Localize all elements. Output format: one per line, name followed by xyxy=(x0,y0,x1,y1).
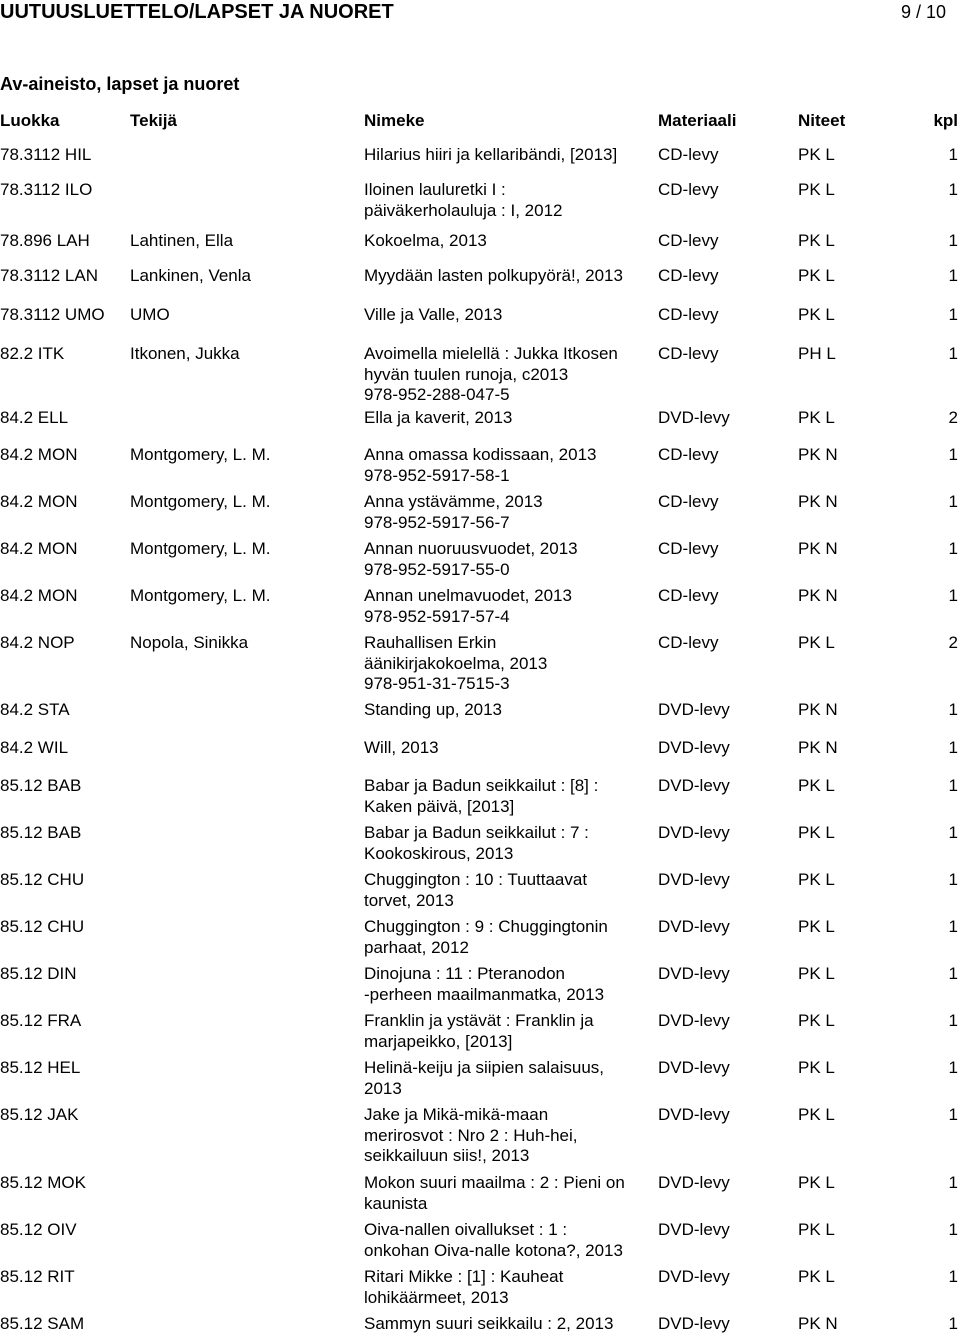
nimeke-cell xyxy=(364,776,654,817)
luokka-cell: 85.12 HEL xyxy=(0,1058,81,1077)
materiaali-cell: DVD-levy xyxy=(658,1314,730,1333)
materiaali-cell: DVD-levy xyxy=(658,700,730,719)
table-row xyxy=(0,738,960,776)
kpl-cell: 1 xyxy=(948,1011,958,1030)
nimeke-line: Ville ja Valle, 2013 xyxy=(364,305,503,324)
table-row xyxy=(0,964,960,1011)
nimeke-line: kaunista xyxy=(364,1193,428,1213)
nimeke-cell xyxy=(364,539,654,580)
luokka-cell: 78.896 LAH xyxy=(0,231,90,250)
nimeke-line: Kaken päivä, [2013] xyxy=(364,796,515,816)
nimeke-line: seikkailuun siis!, 2013 xyxy=(364,1146,530,1165)
tekija-cell: Montgomery, L. M. xyxy=(130,586,271,605)
materiaali-cell: DVD-levy xyxy=(658,1105,730,1124)
table-row xyxy=(0,492,960,539)
niteet-cell: PK L xyxy=(798,408,835,427)
niteet-cell: PK L xyxy=(798,266,835,285)
table-row xyxy=(0,1058,960,1105)
kpl-cell: 1 xyxy=(948,870,958,889)
luokka-cell: 85.12 CHU xyxy=(0,870,85,889)
nimeke-line: merirosvot : Nro 2 : Huh-hei, xyxy=(364,1125,578,1145)
niteet-cell: PK N xyxy=(798,492,838,511)
table-row xyxy=(0,145,960,180)
nimeke-cell xyxy=(364,305,654,326)
luokka-cell: 78.3112 LAN xyxy=(0,266,98,285)
materiaali-cell: CD-levy xyxy=(658,586,719,605)
luokka-cell: 84.2 NOP xyxy=(0,633,75,652)
luokka-cell: 84.2 MON xyxy=(0,492,78,511)
luokka-cell: 82.2 ITK xyxy=(0,344,65,363)
luokka-cell: 85.12 FRA xyxy=(0,1011,82,1030)
materiaali-cell: DVD-levy xyxy=(658,1058,730,1077)
luokka-cell: 84.2 MON xyxy=(0,445,78,464)
niteet-cell: PK L xyxy=(798,231,835,250)
luokka-cell: 85.12 RIT xyxy=(0,1267,75,1286)
materiaali-cell: CD-levy xyxy=(658,344,719,363)
nimeke-cell xyxy=(364,1105,654,1167)
col-header-luokka: Luokka xyxy=(0,111,60,130)
kpl-cell: 1 xyxy=(948,964,958,983)
nimeke-line: 2013 xyxy=(364,1078,402,1098)
niteet-cell: PK N xyxy=(798,445,838,464)
niteet-cell: PK L xyxy=(798,776,835,795)
nimeke-line: Helinä-keiju ja siipien salaisuus, xyxy=(364,1058,605,1077)
nimeke-cell xyxy=(364,1220,654,1261)
materiaali-cell: DVD-levy xyxy=(658,408,730,427)
nimeke-line: 978-952-5917-58-1 xyxy=(364,465,510,485)
col-header-nimeke: Nimeke xyxy=(364,111,425,130)
niteet-cell: PK N xyxy=(798,586,838,605)
luokka-cell: 85.12 SAM xyxy=(0,1314,85,1333)
kpl-cell: 1 xyxy=(948,1314,958,1333)
kpl-cell: 1 xyxy=(948,823,958,842)
nimeke-line: marjapeikko, [2013] xyxy=(364,1031,513,1051)
niteet-cell: PK N xyxy=(798,1314,838,1333)
niteet-cell: PK N xyxy=(798,738,838,757)
luokka-cell: 84.2 MON xyxy=(0,539,78,558)
nimeke-line: lohikäärmeet, 2013 xyxy=(364,1287,509,1307)
kpl-cell: 2 xyxy=(948,408,958,427)
nimeke-line: Sammyn suuri seikkailu : 2, 2013 xyxy=(364,1314,614,1333)
niteet-cell: PK L xyxy=(798,145,835,164)
luokka-cell: 84.2 MON xyxy=(0,586,78,605)
niteet-cell: PK L xyxy=(798,964,835,983)
nimeke-line: Anna ystävämme, 2013 xyxy=(364,492,543,511)
table-row xyxy=(0,408,960,445)
tekija-cell: Montgomery, L. M. xyxy=(130,539,271,558)
table-row xyxy=(0,1173,960,1220)
nimeke-line: Jake ja Mikä-mikä-maan xyxy=(364,1105,549,1124)
materiaali-cell: DVD-levy xyxy=(658,964,730,983)
nimeke-line: Annan unelmavuodet, 2013 xyxy=(364,586,572,605)
col-header-tekija: Tekijä xyxy=(130,111,177,130)
nimeke-cell xyxy=(364,917,654,958)
materiaali-cell: CD-levy xyxy=(658,266,719,285)
table-row xyxy=(0,1267,960,1314)
niteet-cell: PK L xyxy=(798,1105,835,1124)
nimeke-line: parhaat, 2012 xyxy=(364,937,469,957)
table-row xyxy=(0,344,960,408)
table-row xyxy=(0,823,960,870)
nimeke-line: Standing up, 2013 xyxy=(364,700,503,719)
table-row xyxy=(0,231,960,266)
kpl-cell: 1 xyxy=(948,586,958,605)
tekija-cell: Lahtinen, Ella xyxy=(130,231,234,250)
kpl-cell: 1 xyxy=(948,700,958,719)
tekija-cell: Nopola, Sinikka xyxy=(130,633,249,652)
table-row xyxy=(0,1314,960,1344)
nimeke-cell xyxy=(364,1314,654,1335)
document-title: UUTUUSLUETTELO/LAPSET JA NUORET xyxy=(0,1,394,23)
table-row xyxy=(0,305,960,344)
luokka-cell: 78.3112 UMO xyxy=(0,305,105,324)
nimeke-line: hyvän tuulen runoja, c2013 xyxy=(364,364,569,384)
tekija-cell: Lankinen, Venla xyxy=(130,266,251,285)
table-row xyxy=(0,870,960,917)
catalog-table xyxy=(0,145,960,1344)
table-row xyxy=(0,1220,960,1267)
luokka-cell: 85.12 BAB xyxy=(0,776,82,795)
table-header xyxy=(0,111,960,133)
materiaali-cell: DVD-levy xyxy=(658,776,730,795)
kpl-cell: 1 xyxy=(948,492,958,511)
materiaali-cell: CD-levy xyxy=(658,633,719,652)
niteet-cell: PK L xyxy=(798,1173,835,1192)
nimeke-cell xyxy=(364,633,654,695)
kpl-cell: 1 xyxy=(948,776,958,795)
nimeke-line: -perheen maailmanmatka, 2013 xyxy=(364,984,605,1004)
materiaali-cell: CD-levy xyxy=(658,445,719,464)
niteet-cell: PK L xyxy=(798,917,835,936)
nimeke-cell xyxy=(364,738,654,759)
kpl-cell: 1 xyxy=(948,180,958,199)
nimeke-cell xyxy=(364,1058,654,1099)
nimeke-line: Babar ja Badun seikkailut : [8] : xyxy=(364,776,599,795)
col-header-kpl: kpl xyxy=(933,111,958,130)
nimeke-cell xyxy=(364,1173,654,1214)
nimeke-line: Iloinen lauluretki I : xyxy=(364,180,506,199)
niteet-cell: PK N xyxy=(798,539,838,558)
kpl-cell: 1 xyxy=(948,917,958,936)
materiaali-cell: CD-levy xyxy=(658,145,719,164)
luokka-cell: 84.2 STA xyxy=(0,700,70,719)
nimeke-line: Avoimella mielellä : Jukka Itkosen xyxy=(364,344,618,363)
niteet-cell: PK L xyxy=(798,1267,835,1286)
nimeke-line: Franklin ja ystävät : Franklin ja xyxy=(364,1011,594,1030)
nimeke-cell xyxy=(364,823,654,864)
luokka-cell: 84.2 WIL xyxy=(0,738,69,757)
niteet-cell: PK L xyxy=(798,180,835,199)
nimeke-cell xyxy=(364,870,654,911)
luokka-cell: 85.12 BAB xyxy=(0,823,82,842)
nimeke-cell xyxy=(364,344,654,406)
niteet-cell: PK L xyxy=(798,1220,835,1239)
kpl-cell: 1 xyxy=(948,1220,958,1239)
col-header-niteet: Niteet xyxy=(798,111,846,130)
nimeke-line: Chuggington : 10 : Tuuttaavat xyxy=(364,870,588,889)
nimeke-cell xyxy=(364,180,654,221)
nimeke-line: Ritari Mikke : [1] : Kauheat xyxy=(364,1267,564,1286)
tekija-cell: Itkonen, Jukka xyxy=(130,344,240,363)
nimeke-line: torvet, 2013 xyxy=(364,890,454,910)
nimeke-cell xyxy=(364,1267,654,1308)
nimeke-line: onkohan Oiva-nalle kotona?, 2013 xyxy=(364,1240,623,1260)
kpl-cell: 1 xyxy=(948,738,958,757)
luokka-cell: 78.3112 HIL xyxy=(0,145,92,164)
nimeke-cell xyxy=(364,492,654,533)
table-row xyxy=(0,917,960,964)
materiaali-cell: DVD-levy xyxy=(658,1011,730,1030)
luokka-cell: 85.12 OIV xyxy=(0,1220,77,1239)
nimeke-line: Babar ja Badun seikkailut : 7 : xyxy=(364,823,589,842)
tekija-cell: Montgomery, L. M. xyxy=(130,445,271,464)
luokka-cell: 78.3112 ILO xyxy=(0,180,93,199)
niteet-cell: PK L xyxy=(798,1058,835,1077)
nimeke-line: Myydään lasten polkupyörä!, 2013 xyxy=(364,266,623,285)
materiaali-cell: DVD-levy xyxy=(658,823,730,842)
nimeke-line: 978-951-31-7515-3 xyxy=(364,674,510,693)
materiaali-cell: DVD-levy xyxy=(658,1267,730,1286)
nimeke-line: Dinojuna : 11 : Pteranodon xyxy=(364,964,565,983)
nimeke-cell xyxy=(364,145,654,166)
niteet-cell: PK L xyxy=(798,1011,835,1030)
materiaali-cell: DVD-levy xyxy=(658,1173,730,1192)
col-header-materiaali: Materiaali xyxy=(658,111,737,130)
kpl-cell: 1 xyxy=(948,231,958,250)
table-row xyxy=(0,776,960,823)
nimeke-line: päiväkerholauluja : I, 2012 xyxy=(364,200,563,220)
nimeke-cell xyxy=(364,231,654,252)
nimeke-cell xyxy=(364,1011,654,1052)
kpl-cell: 1 xyxy=(948,266,958,285)
nimeke-line: Oiva-nallen oivallukset : 1 : xyxy=(364,1220,568,1239)
nimeke-line: äänikirjakokoelma, 2013 xyxy=(364,653,548,673)
materiaali-cell: CD-levy xyxy=(658,492,719,511)
nimeke-line: Chuggington : 9 : Chuggingtonin xyxy=(364,917,608,936)
table-row xyxy=(0,586,960,633)
table-row xyxy=(0,445,960,492)
table-row xyxy=(0,633,960,700)
nimeke-cell xyxy=(364,586,654,627)
kpl-cell: 1 xyxy=(948,445,958,464)
luokka-cell: 84.2 ELL xyxy=(0,408,69,427)
section-title: Av-aineisto, lapset ja nuoret xyxy=(0,74,240,94)
niteet-cell: PK N xyxy=(798,700,838,719)
nimeke-line: Kokoelma, 2013 xyxy=(364,231,487,250)
nimeke-line: 978-952-5917-55-0 xyxy=(364,559,510,579)
nimeke-cell xyxy=(364,266,654,287)
nimeke-line: Mokon suuri maailma : 2 : Pieni on xyxy=(364,1173,625,1192)
table-row xyxy=(0,180,960,231)
niteet-cell: PK L xyxy=(798,870,835,889)
nimeke-cell xyxy=(364,445,654,486)
nimeke-cell xyxy=(364,408,654,429)
niteet-cell: PK L xyxy=(798,633,835,652)
nimeke-cell xyxy=(364,964,654,1005)
kpl-cell: 1 xyxy=(948,145,958,164)
kpl-cell: 1 xyxy=(948,1267,958,1286)
luokka-cell: 85.12 DIN xyxy=(0,964,77,983)
table-row xyxy=(0,700,960,738)
materiaali-cell: DVD-levy xyxy=(658,1220,730,1239)
luokka-cell: 85.12 JAK xyxy=(0,1105,79,1124)
luokka-cell: 85.12 MOK xyxy=(0,1173,86,1192)
table-row xyxy=(0,1011,960,1058)
materiaali-cell: DVD-levy xyxy=(658,738,730,757)
materiaali-cell: CD-levy xyxy=(658,539,719,558)
niteet-cell: PK L xyxy=(798,305,835,324)
nimeke-line: Will, 2013 xyxy=(364,738,439,757)
niteet-cell: PH L xyxy=(798,344,836,363)
materiaali-cell: DVD-levy xyxy=(658,917,730,936)
table-row xyxy=(0,1105,960,1173)
kpl-cell: 1 xyxy=(948,1173,958,1192)
kpl-cell: 2 xyxy=(948,633,958,652)
luokka-cell: 85.12 CHU xyxy=(0,917,85,936)
niteet-cell: PK L xyxy=(798,823,835,842)
kpl-cell: 1 xyxy=(948,344,958,363)
nimeke-cell xyxy=(364,700,654,721)
kpl-cell: 1 xyxy=(948,1058,958,1077)
nimeke-line: Hilarius hiiri ja kellaribändi, [2013] xyxy=(364,145,618,164)
nimeke-line: Anna omassa kodissaan, 2013 xyxy=(364,445,597,464)
nimeke-line: 978-952-288-047-5 xyxy=(364,385,510,404)
table-row xyxy=(0,539,960,586)
nimeke-line: 978-952-5917-56-7 xyxy=(364,512,510,532)
materiaali-cell: CD-levy xyxy=(658,180,719,199)
kpl-cell: 1 xyxy=(948,539,958,558)
tekija-cell: UMO xyxy=(130,305,170,324)
tekija-cell: Montgomery, L. M. xyxy=(130,492,271,511)
materiaali-cell: CD-levy xyxy=(658,305,719,324)
page-number: 9 / 10 xyxy=(900,2,946,22)
nimeke-line: Kookoskirous, 2013 xyxy=(364,843,514,863)
nimeke-line: 978-952-5917-57-4 xyxy=(364,606,510,626)
nimeke-line: Ella ja kaverit, 2013 xyxy=(364,408,513,427)
materiaali-cell: CD-levy xyxy=(658,231,719,250)
kpl-cell: 1 xyxy=(948,1105,958,1124)
nimeke-line: Rauhallisen Erkin xyxy=(364,633,497,652)
table-row xyxy=(0,266,960,305)
kpl-cell: 1 xyxy=(948,305,958,324)
nimeke-line: Annan nuoruusvuodet, 2013 xyxy=(364,539,578,558)
materiaali-cell: DVD-levy xyxy=(658,870,730,889)
